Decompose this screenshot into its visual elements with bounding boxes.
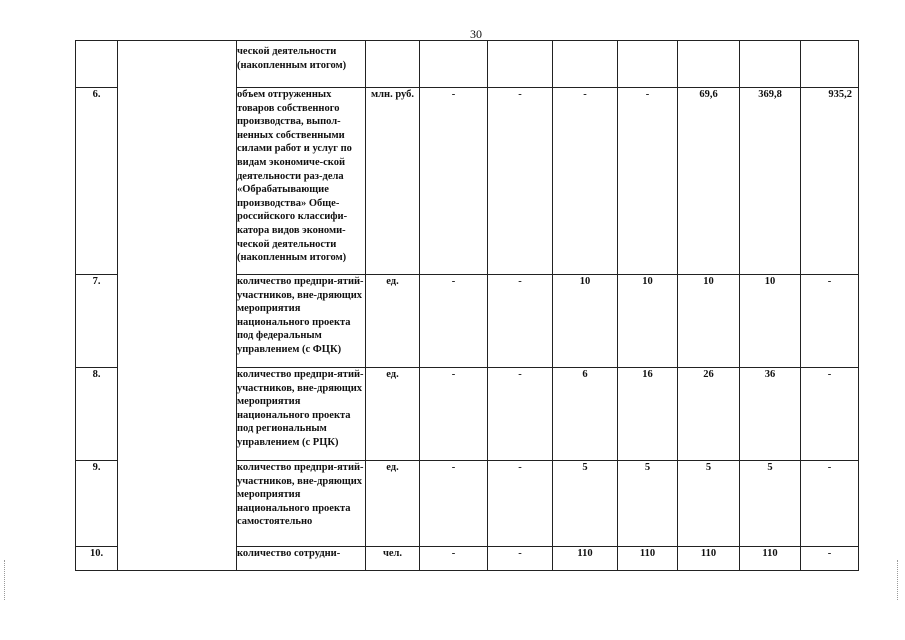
page-number: 30	[470, 27, 482, 41]
unit-cell	[366, 41, 420, 88]
value-cell: 110	[678, 547, 740, 571]
value-cell: 110	[553, 547, 618, 571]
value-cell: -	[420, 275, 488, 368]
unit-cell: ед.	[366, 368, 420, 461]
indicator-name: объем отгруженных товаров собственного производства, выпол-ненных собственными силами работ и услуг по видам экономиче-ской деятельности раз-дела «Обрабатывающие производства» Обще-российского классифи-катора видов экономи-ческой деятельности (накопленным итогом)	[237, 88, 366, 275]
value-cell: 6	[553, 368, 618, 461]
value-cell: 110	[740, 547, 801, 571]
value-cell: 16	[618, 368, 678, 461]
value-cell: 369,8	[740, 88, 801, 275]
indicators-table	[75, 40, 859, 571]
value-cell	[488, 41, 553, 88]
value-cell	[420, 41, 488, 88]
row-number	[76, 41, 118, 88]
value-cell: 5	[678, 461, 740, 547]
value-cell: -	[488, 88, 553, 275]
merged-empty-cell	[118, 41, 237, 571]
value-cell: -	[801, 368, 859, 461]
value-cell	[618, 41, 678, 88]
scan-edge-mark	[897, 560, 899, 600]
scan-edge-mark	[4, 560, 6, 600]
value-cell: -	[420, 547, 488, 571]
row-number: 10.	[76, 547, 118, 571]
value-cell	[678, 41, 740, 88]
value-cell	[740, 41, 801, 88]
row-number: 7.	[76, 275, 118, 368]
value-cell: -	[553, 88, 618, 275]
value-cell: 36	[740, 368, 801, 461]
indicator-name: количество предпри-ятий-участников, вне-дряющих мероприятия национального проекта под федеральным управлением (с ФЦК)	[237, 275, 366, 368]
value-cell: -	[488, 368, 553, 461]
value-cell: -	[420, 461, 488, 547]
value-cell: 935,2	[801, 88, 859, 275]
value-cell: 10	[618, 275, 678, 368]
unit-cell: млн. руб.	[366, 88, 420, 275]
unit-cell: чел.	[366, 547, 420, 571]
value-cell: -	[801, 275, 859, 368]
value-cell	[553, 41, 618, 88]
value-cell: 26	[678, 368, 740, 461]
value-cell: 5	[618, 461, 678, 547]
indicator-name: количество сотрудни-	[237, 547, 366, 571]
value-cell: -	[801, 461, 859, 547]
row-number: 9.	[76, 461, 118, 547]
value-cell: -	[488, 547, 553, 571]
value-cell: 10	[740, 275, 801, 368]
value-cell: 69,6	[678, 88, 740, 275]
value-cell: -	[618, 88, 678, 275]
value-cell: -	[488, 461, 553, 547]
row-number: 8.	[76, 368, 118, 461]
value-cell: 5	[740, 461, 801, 547]
value-cell: 10	[678, 275, 740, 368]
value-cell	[801, 41, 859, 88]
unit-cell: ед.	[366, 461, 420, 547]
value-cell: 5	[553, 461, 618, 547]
unit-cell: ед.	[366, 275, 420, 368]
indicator-name: количество предпри-ятий-участников, вне-дряющих мероприятия национального проекта самостоятельно	[237, 461, 366, 547]
indicator-name: количество предпри-ятий-участников, вне-дряющих мероприятия национального проекта под региональным управлением (с РЦК)	[237, 368, 366, 461]
value-cell: 110	[618, 547, 678, 571]
row-number: 6.	[76, 88, 118, 275]
value-cell: 10	[553, 275, 618, 368]
value-cell: -	[801, 547, 859, 571]
value-cell: -	[420, 368, 488, 461]
table-row	[76, 41, 859, 88]
value-cell: -	[488, 275, 553, 368]
indicator-name: ческой деятельности (накопленным итогом)	[237, 41, 366, 88]
value-cell: -	[420, 88, 488, 275]
